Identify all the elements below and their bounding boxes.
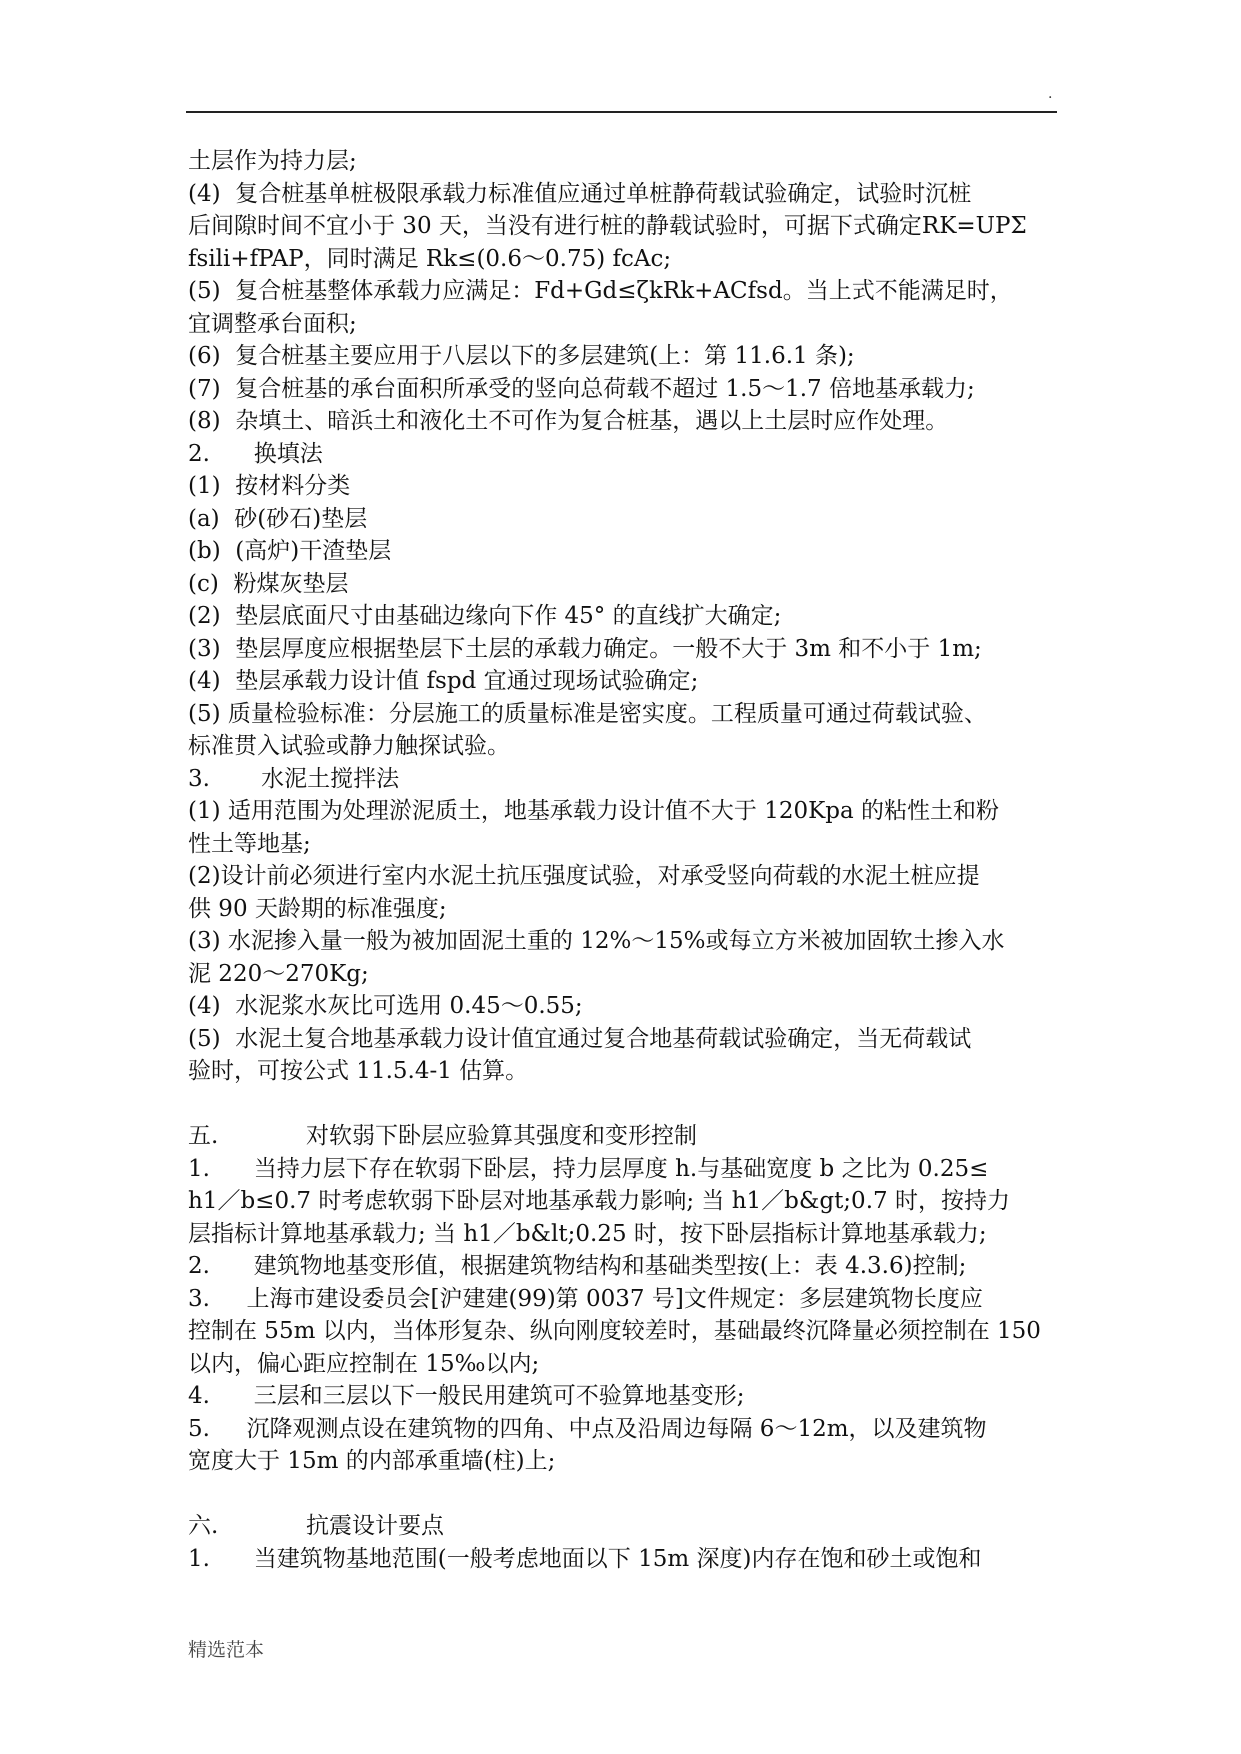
text-line: (a) 砂(砂石)垫层 — [188, 505, 368, 532]
text-line: 4. 三层和三层以下一般民用建筑可不验算地基变形; — [188, 1383, 745, 1409]
text-line: 3. 水泥土搅拌法 — [188, 765, 400, 792]
header-mark: . — [1048, 86, 1053, 102]
text-line: (3) 水泥掺入量一般为被加固泥土重的 12%～15%或每立方米被加固软土掺入水 — [188, 928, 1005, 954]
document-body — [188, 145, 1058, 1575]
text-line: 5. 沉降观测点设在建筑物的四角、中点及沿周边每隔 6～12m，以及建筑物 — [188, 1415, 987, 1442]
text-line: (4) 垫层承载力设计值 fspd 宜通过现场试验确定; — [188, 668, 699, 694]
text-line: (4) 复合桩基单桩极限承载力标准值应通过单桩静荷载试验确定，试验时沉桩 — [188, 180, 972, 207]
footer-text: 精选范本 — [188, 1639, 265, 1661]
text-line — [188, 1478, 1058, 1511]
text-line: 五. 对软弱下卧层应验算其强度和变形控制 — [188, 1123, 698, 1149]
text-line: 标准贯入试验或静力触探试验。 — [188, 733, 510, 759]
text-line: 1. 当建筑物基地范围(一般考虑地面以下 15m 深度)内存在饱和砂土或饱和 — [188, 1545, 982, 1572]
text-line: 泥 220～270Kg; — [188, 960, 369, 987]
text-line: 1. 当持力层下存在软弱下卧层，持力层厚度 h.与基础宽度 b 之比为 0.25≤ — [188, 1155, 989, 1182]
text-line: 3. 上海市建设委员会[沪建建(99)第 0037 号]文件规定：多层建筑物长度应 — [188, 1285, 983, 1312]
text-line: 宽度大于 15m 的内部承重墙(柱)上; — [188, 1448, 556, 1474]
text-line: 宜调整承台面积; — [188, 310, 357, 337]
text-line: (c) 粉煤灰垫层 — [188, 570, 349, 597]
text-line: 性土等地基; — [188, 830, 311, 857]
text-line: (2) 垫层底面尺寸由基础边缘向下作 45° 的直线扩大确定; — [188, 603, 782, 629]
text-line: (6) 复合桩基主要应用于八层以下的多层建筑(上：第 11.6.1 条); — [188, 343, 855, 369]
header-rule — [186, 111, 1057, 113]
text-line: (3) 垫层厚度应根据垫层下土层的承载力确定。一般不大于 3m 和不小于 1m; — [188, 635, 982, 662]
text-line: 2. 建筑物地基变形值，根据建筑物结构和基础类型按(上：表 4.3.6)控制; — [188, 1253, 967, 1279]
text-line: fsili+fPAP，同时满足 Rk≤(0.6～0.75) fcAc; — [188, 245, 672, 272]
text-line: (5) 水泥土复合地基承载力设计值宜通过复合地基荷载试验确定，当无荷载试 — [188, 1025, 972, 1052]
text-line: (1) 按材料分类 — [188, 473, 351, 499]
text-line: (5) 复合桩基整体承载力应满足：Fd+Gd≤ζkRk+ACfsd。当上式不能满足时， — [188, 278, 1013, 304]
text-line: 2. 换填法 — [188, 440, 323, 467]
text-line: (5) 质量检验标准：分层施工的质量标准是密实度。工程质量可通过荷载试验、 — [188, 700, 987, 727]
text-line: 层指标计算地基承载力; 当 h1／b&lt;0.25 时，按下卧层指标计算地基承载力; — [188, 1220, 987, 1247]
text-line: (4) 水泥浆水灰比可选用 0.45～0.55; — [188, 993, 583, 1019]
text-line: 以内，偏心距应控制在 15‰以内; — [188, 1350, 540, 1377]
text-line: 控制在 55m 以内，当体形复杂、纵向刚度较差时，基础最终沉降量必须控制在 150 — [188, 1318, 1041, 1344]
text-line: 供 90 天龄期的标准强度; — [188, 895, 447, 922]
text-line: 六. 抗震设计要点 — [188, 1513, 445, 1539]
text-line: 土层作为持力层; — [188, 148, 357, 174]
text-line: (b) (高炉)干渣垫层 — [188, 538, 392, 564]
text-line: 验时，可按公式 11.5.4-1 估算。 — [188, 1058, 529, 1084]
text-line: h1／b≤0.7 时考虑软弱下卧层对地基承载力影响; 当 h1／b&gt;0.7 时，按持力 — [188, 1188, 1010, 1214]
text-line: (7) 复合桩基的承台面积所承受的竖向总荷载不超过 1.5～1.7 倍地基承载力; — [188, 375, 975, 402]
text-line: 后间隙时间不宜小于 30 天，当没有进行桩的静载试验时，可据下式确定RK=UPΣ — [188, 213, 1027, 239]
text-line: (1) 适用范围为处理淤泥质土，地基承载力设计值不大于 120Kpa 的粘性土和粉 — [188, 798, 1000, 824]
text-line — [188, 1088, 1058, 1121]
text-line: (8) 杂填土、暗浜土和液化土不可作为复合桩基，遇以上土层时应作处理。 — [188, 408, 949, 434]
text-line: (2)设计前必须进行室内水泥土抗压强度试验，对承受竖向荷载的水泥土桩应提 — [188, 863, 980, 889]
